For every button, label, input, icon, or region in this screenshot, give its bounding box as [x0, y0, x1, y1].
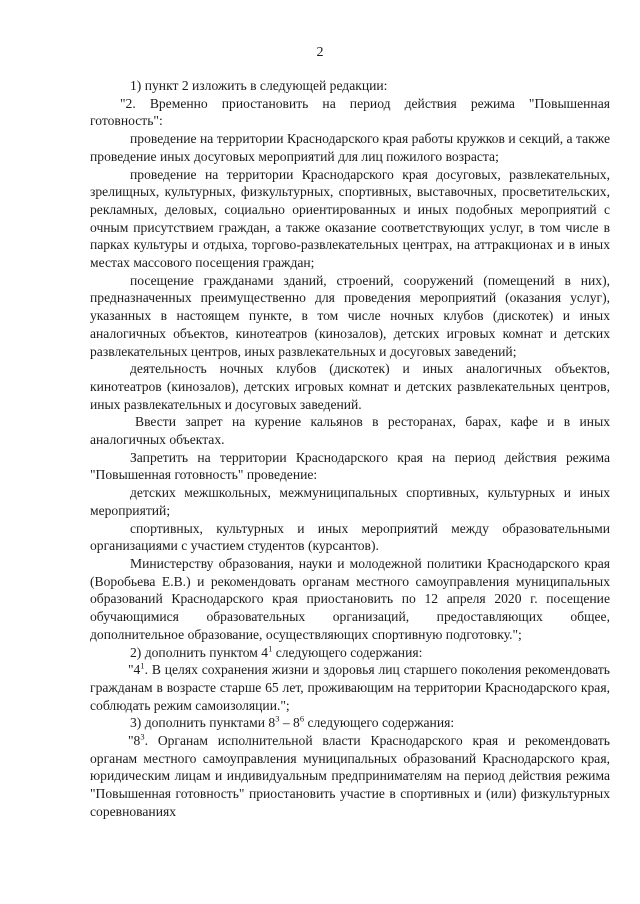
page-number: 2	[316, 45, 324, 60]
point-8-3-superscript: 3	[140, 731, 145, 742]
hookah-ban: Ввести запрет на курение кальянов в ресторанах, барах, кафе и в иных аналогичных объектах.	[90, 414, 610, 448]
suspension-building-visits: посещение гражданами зданий, строений, сооружений (помещений в них), предназначенных преимущественно для проведения мероприятий (оказания услуг), указанных в настоящем пункте, в том числе ночных клубов (дискотек) и иных аналогичных объектов, кинотеатров (кинозалов), детских игровых комнат и детских развлекательных центров, иных развлекательных и досуговых заведений;	[90, 272, 610, 359]
item-2	[90, 644, 610, 662]
item-2-text-b: следующего содержания:	[272, 644, 423, 660]
point-4-1-text: . В целях сохранения жизни и здоровья лиц старшего поколения рекомендовать гражданам в возрасте старше 65 лет, проживающим на территории Краснодарского края, соблюдать режим самоизоляции.";	[90, 662, 610, 713]
prohibit-student-events: спортивных, культурных и иных мероприятий между образовательными организациями с участием студентов (курсантов).	[90, 520, 610, 554]
point-4-1-superscript: 1	[140, 660, 145, 671]
item-3	[90, 714, 610, 732]
point-4-1-number: "4	[128, 662, 141, 678]
quoted-point-2-heading: "2. Временно приостановить на период действия режима "Повышенная готовность":	[90, 95, 610, 129]
point-8-3	[90, 732, 610, 821]
point-8-3-number: "8	[128, 733, 141, 749]
prohibit-intro: Запретить на территории Краснодарского края на период действия режима "Повышенная готовность" проведение:	[90, 449, 610, 483]
suspension-nightclubs: деятельность ночных клубов (дискотек) и иных аналогичных объектов, кинотеатров (кинозалов), детских игровых комнат и детских развлекательных центров, иных развлекательных и досуговых заведений.	[90, 361, 610, 412]
point-4-1	[90, 661, 610, 714]
item-2-text-a: 2) дополнить пунктом 4	[130, 644, 269, 660]
item-2-superscript: 1	[268, 642, 273, 653]
item-3-text-b: – 8	[279, 715, 300, 731]
suspension-clubs-seniors: проведение на территории Краснодарского края работы кружков и секций, а также проведение иных досуговых мероприятий для лиц пожилого возраста;	[90, 131, 610, 164]
suspension-mass-events: проведение на территории Краснодарского края досуговых, развлекательных, зрелищных, культурных, физкультурных, спортивных, выставочных, просветительских, рекламных, деловых, социально ориентированных и иных подобных мероприятий с очным присутствием граждан, а также оказание соответствующих услуг, в том числе в парках культуры и отдыха, торгово-развлекательных центрах, на аттракционах и в иных местах массового посещения граждан;	[90, 166, 610, 271]
item-3-text-a: 3) дополнить пунктами 8	[130, 715, 276, 731]
item-3-superscript-a: 3	[275, 713, 280, 724]
item-3-text-c: следующего содержания:	[304, 715, 455, 731]
point-8-3-text: . Органам исполнительной власти Краснодарского края и рекомендовать органам местного самоуправления муниципальных образований Краснодарского края, юридическим лицам и индивидуальным предпринимателям на период действия режима "Повышенная готовность" приостановить участие в спортивных и (или) физкультурных соревнованиях	[90, 733, 610, 819]
prohibit-children-events: детских межшкольных, межмуниципальных спортивных, культурных и иных мероприятий;	[90, 485, 610, 518]
ministry-instruction: Министерству образования, науки и молодежной политики Краснодарского края (Воробьева Е.В.) и рекомендовать органам местного самоуправления муниципальных образований Краснодарского края приостановить по 12 апреля 2020 г. посещение обучающимися образовательных организаций, предоставляющих общее, дополнительное образование, осуществляющих спортивную подготовку.";	[90, 555, 610, 642]
document-body	[90, 77, 610, 821]
item-1: 1) пункт 2 изложить в следующей редакции:	[130, 78, 388, 93]
item-3-superscript-b: 6	[299, 713, 305, 724]
